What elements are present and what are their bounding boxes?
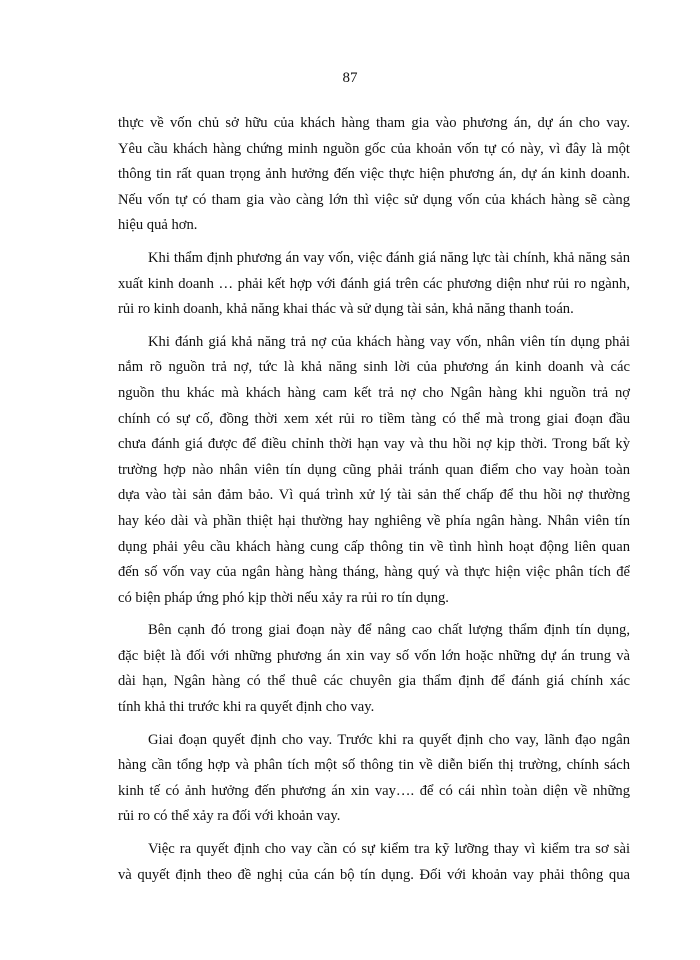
text-line: đến số vốn vay của ngân hàng hàng tháng, hàng quý và thực hiện việc phân tích để	[118, 564, 630, 581]
text-line: thông tin rất quan trọng ảnh hưởng đến việc thực hiện phương án, dự án kinh doanh.	[118, 166, 630, 183]
text-line: tính khả thi trước khi ra quyết định cho vay.	[118, 699, 375, 716]
text-line: chưa đánh giá được để điều chỉnh thời hạn vay và thu hồi nợ kịp thời. Trong bất kỳ	[118, 436, 630, 453]
text-line: rủi ro kinh doanh, khả năng khai thác và sử dụng tài sản, khả năng thanh toán.	[118, 301, 574, 318]
text-line: xuất kinh doanh … phải kết hợp với đánh giá trên các phương diện như rủi ro ngành,	[118, 275, 630, 292]
text-line: chính có sự cố, đồng thời xem xét rủi ro tiềm tàng có thể mà trong giai đoạn đầu	[118, 410, 630, 427]
text-line: hàng cần tổng hợp và phân tích một số thông tin về diễn biến thị trường, chính sách	[118, 757, 630, 774]
text-line: Yêu cầu khách hàng chứng minh nguồn gốc của khoản vốn tự có này, vì đây là một	[118, 140, 630, 157]
paragraph	[118, 837, 630, 888]
text-line: dụng phải yêu cầu khách hàng cung cấp thông tin về tình hình hoạt động liên quan	[118, 538, 630, 555]
paragraph	[118, 728, 630, 830]
text-line: kinh tế có ảnh hưởng đến phương án xin vay…. để có cái nhìn toàn diện về những	[118, 782, 630, 799]
text-line: Khi thẩm định phương án vay vốn, việc đánh giá năng lực tài chính, khả năng sản	[148, 249, 630, 266]
text-line: trường hợp nào nhân viên tín dụng cũng phải tránh quan điểm cho vay hoàn toàn	[118, 461, 630, 478]
text-line: Nếu vốn tự có tham gia vào càng lớn thì việc sử dụng vốn của khách hàng sẽ càng	[118, 191, 630, 208]
text-line: có biện pháp ứng phó kịp thời nếu xảy ra rủi ro tín dụng.	[118, 589, 449, 606]
text-line: dài hạn, Ngân hàng có thể thuê các chuyên gia thẩm định để đánh giá chính xác	[118, 673, 630, 690]
text-line: Bên cạnh đó trong giai đoạn này để nâng cao chất lượng thẩm định tín dụng,	[148, 622, 630, 639]
text-line: thực về vốn chủ sở hữu của khách hàng tham gia vào phương án, dự án cho vay.	[118, 115, 630, 131]
text-line: nắm rõ nguồn trả nợ, tức là khả năng sinh lời của phương án kinh doanh và các	[118, 359, 630, 376]
paragraph	[118, 111, 630, 239]
text-line: hay kéo dài và phần thiệt hại thường hay nghiêng về phía ngân hàng. Nhân viên tín	[118, 512, 630, 529]
paragraph	[118, 330, 630, 612]
paragraph	[118, 618, 630, 720]
body-text	[118, 111, 630, 895]
text-line: và quyết định theo đề nghị của cán bộ tín dụng. Đối với khoản vay phải thông qua	[118, 866, 630, 883]
text-line: hiệu quả hơn.	[118, 217, 198, 234]
text-line: đặc biệt là đối với những phương án xin vay số vốn lớn hoặc những dự án trung và	[118, 647, 630, 664]
text-line: Giai đoạn quyết định cho vay. Trước khi ra quyết định cho vay, lãnh đạo ngân	[148, 731, 630, 748]
text-line: nguồn thu khác mà khách hàng cam kết trả nợ cho Ngân hàng khi nguồn trả nợ	[118, 384, 630, 401]
paragraph	[118, 246, 630, 323]
text-line: dựa vào tài sản đảm bảo. Vì quá trình xử lý tài sản thế chấp để thu hồi nợ thường	[118, 487, 630, 504]
text-line: rủi ro có thể xảy ra đối với khoản vay.	[118, 808, 341, 825]
text-line: Khi đánh giá khả năng trả nợ của khách hàng vay vốn, nhân viên tín dụng phải	[148, 333, 630, 350]
page-number: 87	[342, 70, 358, 86]
text-line: Việc ra quyết định cho vay cần có sự kiểm tra kỹ lưỡng thay vì kiểm tra sơ sài	[148, 841, 630, 858]
